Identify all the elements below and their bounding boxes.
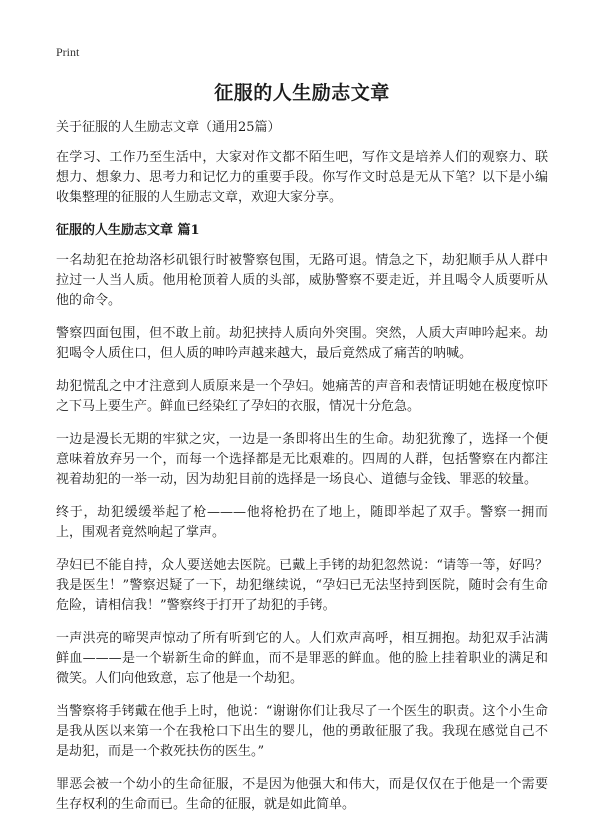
section-heading: 征服的人生励志文章 篇1 [56, 223, 200, 238]
body-paragraph: 罪恶会被一个幼小的生命征服，不是因为他强大和伟大，而是仅仅在于他是一个需要生存权利的生命而已。生命的征服，就是如此简单。 [56, 777, 548, 812]
body-paragraph: 一声洪亮的啼哭声惊动了所有听到它的人。人们欢声高呼，相互拥抱。劫犯双手沾满鲜血———是一个崭新生命的鲜血，而不是罪恶的鲜血。他的脸上挂着职业的满足和微笑。人们向他致意，忘了他是一个劫犯。 [56, 631, 548, 686]
body-paragraph: 劫犯慌乱之中才注意到人质原来是一个孕妇。她痛苦的声音和表情证明她在极度惊吓之下马上要生产。鲜血已经染红了孕妇的衣服，情况十分危急。 [56, 379, 548, 414]
intro-paragraph: 在学习、工作乃至生活中，大家对作文都不陌生吧，写作文是培养人们的观察力、联想力、想象力、思考力和记忆力的重要手段。你写作文时总是无从下笔？以下是小编收集整理的征服的人生励志文章，欢迎大家分享。 [56, 150, 548, 205]
body-paragraph: 警察四面包围，但不敢上前。劫犯挟持人质向外突围。突然，人质大声呻吟起来。劫犯喝令人质住口，但人质的呻吟声越来越大，最后竟然成了痛苦的呐喊。 [56, 326, 548, 361]
body-paragraph: 一边是漫长无期的牢狱之灾，一边是一条即将出生的生命。劫犯犹豫了，选择一个便意味着放弃另一个，而每一个选择都是无比艰难的。四周的人群，包括警察在内都注视着劫犯的一举一动，因为劫犯目前的选择是一场良心、道德与金钱、罪恶的较量。 [56, 432, 548, 487]
body-paragraph: 终于，劫犯缓缓举起了枪———他将枪扔在了地上，随即举起了双手。警察一拥而上，围观者竟然响起了掌声。 [56, 505, 548, 540]
body-paragraph: 当警察将手铐戴在他手上时，他说：“谢谢你们让我尽了一个医生的职责。这个小生命是我从医以来第一个在我枪口下出生的婴儿，他的勇敢征服了我。我现在感觉自己不是劫犯，而是一个救死扶伤的医生。” [56, 704, 548, 759]
body-paragraph: 孕妇已不能自持，众人要送她去医院。已戴上手铐的劫犯忽然说：“请等一等，好吗？我是医生！”警察迟疑了一下，劫犯继续说，“孕妇已无法坚持到医院，随时会有生命危险，请相信我！”警察终于打开了劫犯的手铐。 [56, 558, 548, 613]
print-link[interactable]: Print [56, 45, 80, 59]
body-paragraph: 一名劫犯在抢劫洛杉矶银行时被警察包围，无路可退。情急之下，劫犯顺手从人群中拉过一人当人质。他用枪顶着人质的头部，威胁警察不要走近，并且喝令人质要听从他的命令。 [56, 253, 548, 308]
article-subtitle: 关于征服的人生励志文章（通用25篇） [56, 120, 281, 135]
page-title: 征服的人生励志文章 [214, 82, 390, 104]
